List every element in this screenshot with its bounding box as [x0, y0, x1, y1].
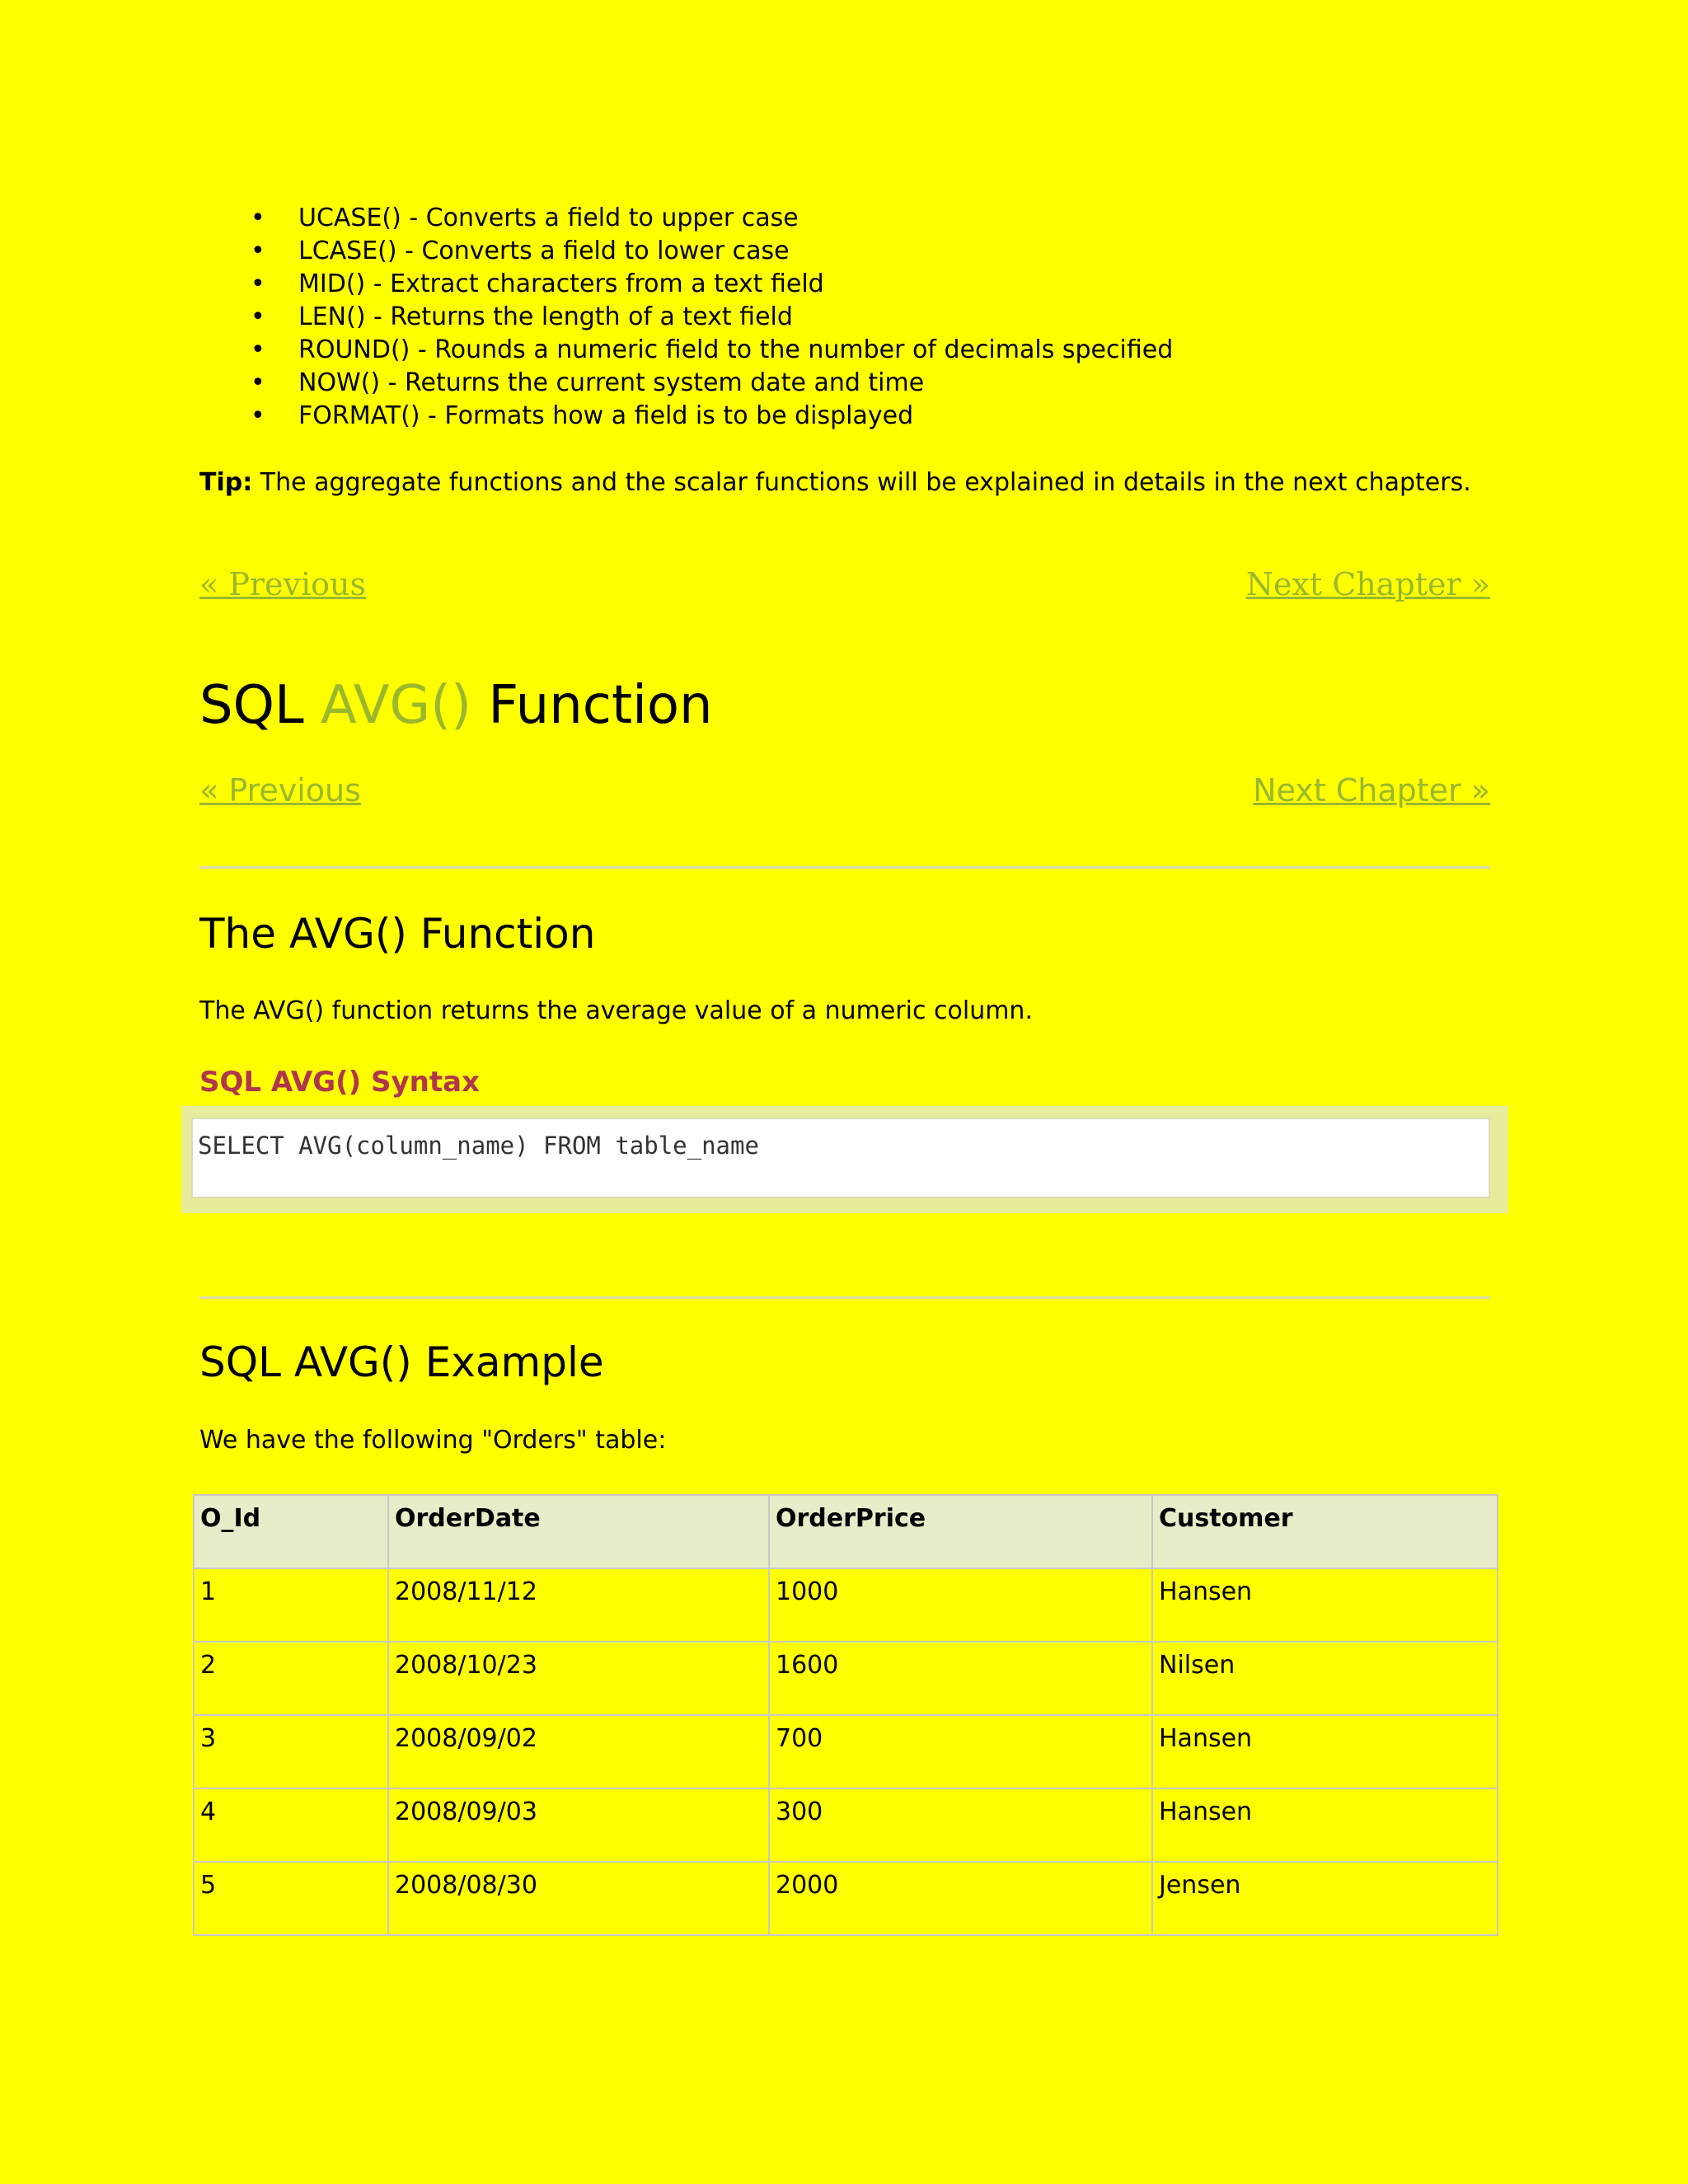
- example-heading: SQL AVG() Example: [199, 1338, 604, 1386]
- table-row: [194, 1568, 1498, 1642]
- code-block-frame: [181, 1106, 1508, 1213]
- scalar-functions-list: [251, 202, 1174, 433]
- cell-o-id: 1: [194, 1568, 388, 1642]
- column-header-order-date: OrderDate: [388, 1495, 769, 1568]
- table-row: [194, 1788, 1498, 1862]
- avg-description: The AVG() function returns the average value of a numeric column.: [199, 996, 1033, 1025]
- cell-o-id: 4: [194, 1788, 388, 1862]
- code-block: [191, 1118, 1490, 1198]
- list-item-text: UCASE() - Converts a field to upper case: [298, 204, 799, 232]
- list-item: [251, 400, 1173, 433]
- cell-order-date: 2008/09/03: [388, 1788, 769, 1862]
- table-row: [194, 1642, 1498, 1715]
- bullet-icon: •: [251, 269, 265, 298]
- chapter-nav-top: [199, 564, 1490, 605]
- list-item-text: NOW() - Returns the current system date and time: [298, 368, 925, 397]
- cell-order-price: 300: [769, 1788, 1152, 1862]
- cell-o-id: 3: [194, 1715, 388, 1788]
- cell-order-price: 1600: [769, 1642, 1152, 1715]
- list-item: [251, 367, 1173, 400]
- syntax-heading: SQL AVG() Syntax: [199, 1066, 481, 1099]
- divider: [199, 866, 1490, 869]
- cell-order-price: 1000: [769, 1568, 1152, 1642]
- cell-order-date: 2008/10/23: [388, 1642, 769, 1715]
- column-header-customer: Customer: [1152, 1495, 1498, 1568]
- table-row: [194, 1862, 1498, 1935]
- cell-order-date: 2008/08/30: [388, 1862, 769, 1935]
- table-header-row: [194, 1495, 1498, 1568]
- cell-o-id: 2: [194, 1642, 388, 1715]
- list-item-text: ROUND() - Rounds a numeric field to the number of decimals specified: [298, 335, 1174, 364]
- column-header-o-id: O_Id: [194, 1495, 388, 1568]
- example-intro: We have the following "Orders" table:: [199, 1426, 667, 1455]
- column-header-order-price: OrderPrice: [769, 1495, 1152, 1568]
- cell-o-id: 5: [194, 1862, 388, 1935]
- page-title-prefix: SQL: [199, 675, 321, 736]
- list-item-text: FORMAT() - Formats how a field is to be displayed: [298, 401, 914, 430]
- cell-order-date: 2008/09/02: [388, 1715, 769, 1788]
- syntax-code: SELECT AVG(column_name) FROM table_name: [198, 1132, 759, 1160]
- cell-customer: Hansen: [1152, 1788, 1498, 1862]
- page-title: [199, 671, 713, 740]
- orders-table: [193, 1494, 1498, 1936]
- divider: [199, 1296, 1490, 1299]
- tip-label: Tip:: [199, 468, 253, 497]
- list-item-text: LCASE() - Converts a field to lower case: [298, 237, 790, 265]
- bullet-icon: •: [251, 401, 265, 430]
- bullet-icon: •: [251, 335, 265, 364]
- avg-function-heading: The AVG() Function: [199, 910, 596, 958]
- bullet-icon: •: [251, 237, 265, 265]
- cell-order-date: 2008/11/12: [388, 1568, 769, 1642]
- cell-customer: Jensen: [1152, 1862, 1498, 1935]
- cell-customer: Nilsen: [1152, 1642, 1498, 1715]
- list-item: [251, 235, 1173, 268]
- tip-paragraph: [199, 465, 1471, 501]
- list-item: [251, 301, 1173, 334]
- list-item: [251, 334, 1174, 367]
- next-chapter-link[interactable]: Next Chapter »: [1253, 772, 1490, 808]
- cell-order-price: 2000: [769, 1862, 1152, 1935]
- cell-customer: Hansen: [1152, 1715, 1498, 1788]
- table-row: [194, 1715, 1498, 1788]
- tip-text: The aggregate functions and the scalar functions will be explained in details in the next chapters.: [252, 468, 1471, 497]
- page-title-accent: AVG(): [321, 675, 471, 736]
- list-item-text: MID() - Extract characters from a text field: [298, 269, 824, 298]
- bullet-icon: •: [251, 368, 265, 397]
- cell-order-price: 700: [769, 1715, 1152, 1788]
- cell-customer: Hansen: [1152, 1568, 1498, 1642]
- bullet-icon: •: [251, 302, 265, 331]
- next-chapter-link[interactable]: Next Chapter »: [1245, 566, 1490, 602]
- list-item-text: LEN() - Returns the length of a text field: [298, 302, 793, 331]
- page-title-suffix: Function: [471, 675, 713, 736]
- list-item: [251, 268, 1173, 301]
- previous-link[interactable]: « Previous: [199, 772, 361, 808]
- chapter-nav-bottom: [199, 770, 1490, 811]
- list-item: [251, 202, 1173, 235]
- previous-link[interactable]: « Previous: [199, 566, 367, 602]
- bullet-icon: •: [251, 204, 265, 232]
